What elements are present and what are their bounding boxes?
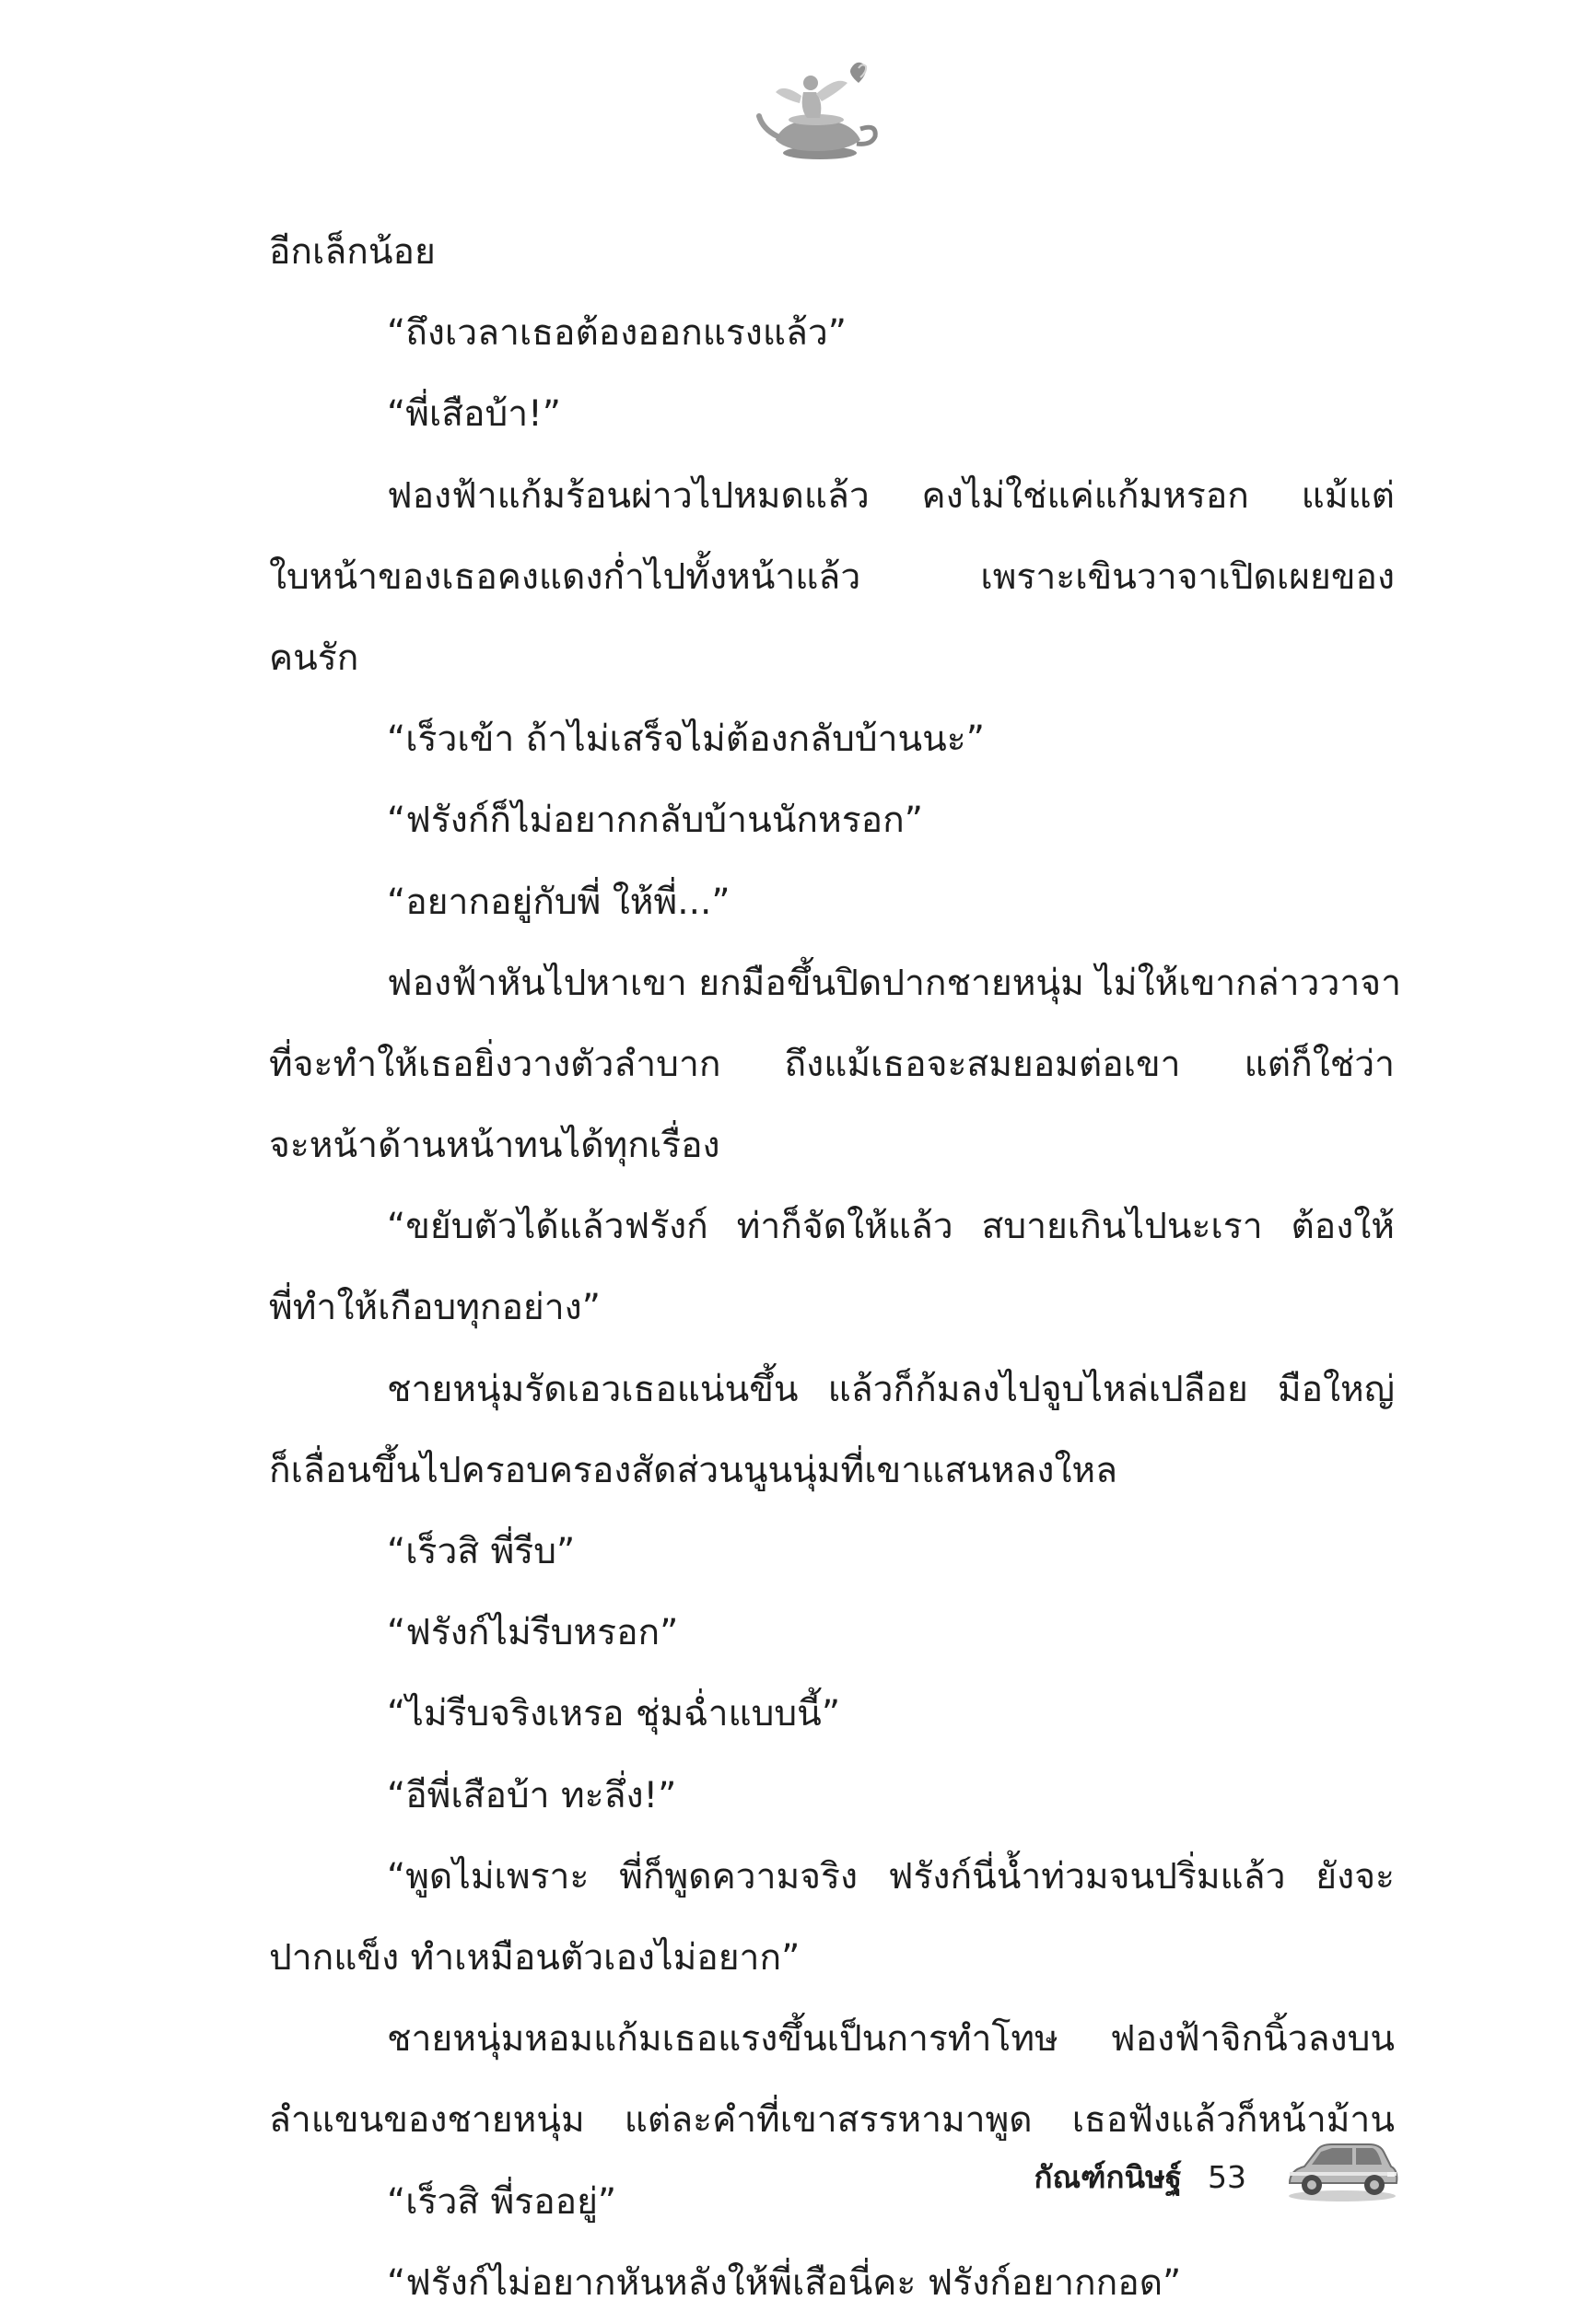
text-line: ฟองฟ้าหันไปหาเขา ยกมือขึ้นปิดปากชายหนุ่ม ไม่ให้เขากล่าววาจา (387, 962, 1402, 1004)
text-line: “พูดไม่เพราะ พี่ก็พูดความจริง ฟรังก์นี่น้ำท่วมจนปริ่มแล้ว ยังจะ (387, 1855, 1395, 1898)
text-line: “ฟรังก์ก็ไม่อยากกลับบ้านนักหรอก” (387, 800, 923, 842)
book-title: กัณฑ์กนิษฐ์ (1034, 2158, 1182, 2195)
text-line: “อีพี่เสือบ้า ทะลึ่ง!” (387, 1774, 677, 1816)
text-line: ลำแขนของชายหนุ่ม แต่ละคำที่เขาสรรหามาพูด เธอฟังแล้วก็หน้าม้าน (269, 2099, 1395, 2142)
text-line: ก็เลื่อนขึ้นไปครอบครองสัดส่วนนูนนุ่มที่เขาแสนหลงใหล (269, 1449, 1118, 1491)
page-footer (1034, 2154, 1247, 2200)
text-line: ที่จะทำให้เธอยิ่งวางตัวลำบาก ถึงแม้เธอจะสมยอมต่อเขา แต่ก็ใช่ว่า (269, 1043, 1395, 1085)
text-line: จะหน้าด้านหน้าทนได้ทุกเรื่อง (269, 1125, 720, 1167)
text-line: ใบหน้าของเธอคงแดงก่ำไปทั้งหน้าแล้ว เพราะเขินวาจาเปิดเผยของ (269, 555, 1395, 598)
text-line: “เร็วสิ พี่รีบ” (387, 1531, 576, 1572)
car-icon (1284, 2135, 1400, 2205)
text-line: อีกเล็กน้อย (269, 231, 436, 273)
text-line: ปากแข็ง ทำเหมือนตัวเองไม่อยาก” (269, 1936, 801, 1979)
text-line: ฟองฟ้าแก้มร้อนผ่าวไปหมดแล้ว คงไม่ใช่แค่แก้มหรอก แม้แต่ (387, 474, 1395, 517)
text-line: “ฟรังก์ไม่อยากหันหลังให้พี่เสือนี่คะ ฟรังก์อยากกอด” (387, 2261, 1182, 2304)
text-line: “ขยับตัวได้แล้วฟรังก์ ท่าก็จัดให้แล้ว สบายเกินไปนะเรา ต้องให้ (387, 1206, 1395, 1248)
text-line: ชายหนุ่มรัดเอวเธอแน่นขึ้น แล้วก็ก้มลงไปจูบไหล่เปลือย มือใหญ่ (387, 1368, 1395, 1410)
text-line: พี่ทำให้เกือบทุกอย่าง” (269, 1287, 601, 1329)
page-number: 53 (1208, 2158, 1246, 2195)
text-line: ชายหนุ่มหอมแก้มเธอแรงขึ้นเป็นการทำโทษ ฟองฟ้าจิกนิ้วลงบน (387, 2018, 1395, 2061)
text-line: “อยากอยู่กับพี่ ให้พี่...” (387, 881, 731, 923)
text-line: “ฟรังก์ไม่รีบหรอก” (387, 1612, 679, 1654)
body-text (269, 212, 1402, 2324)
text-line: คนรัก (269, 636, 359, 679)
cupid-teapot-icon (755, 55, 884, 166)
text-line: “ไม่รีบจริงเหรอ ชุ่มฉ่ำแบบนี้” (387, 1693, 841, 1735)
text-line: “ถึงเวลาเธอต้องออกแรงแล้ว” (387, 312, 847, 355)
text-line: “เร็วสิ พี่รออยู่” (387, 2180, 617, 2223)
text-line: “พี่เสือบ้า!” (387, 393, 561, 436)
text-line: “เร็วเข้า ถ้าไม่เสร็จไม่ต้องกลับบ้านนะ” (387, 718, 985, 761)
